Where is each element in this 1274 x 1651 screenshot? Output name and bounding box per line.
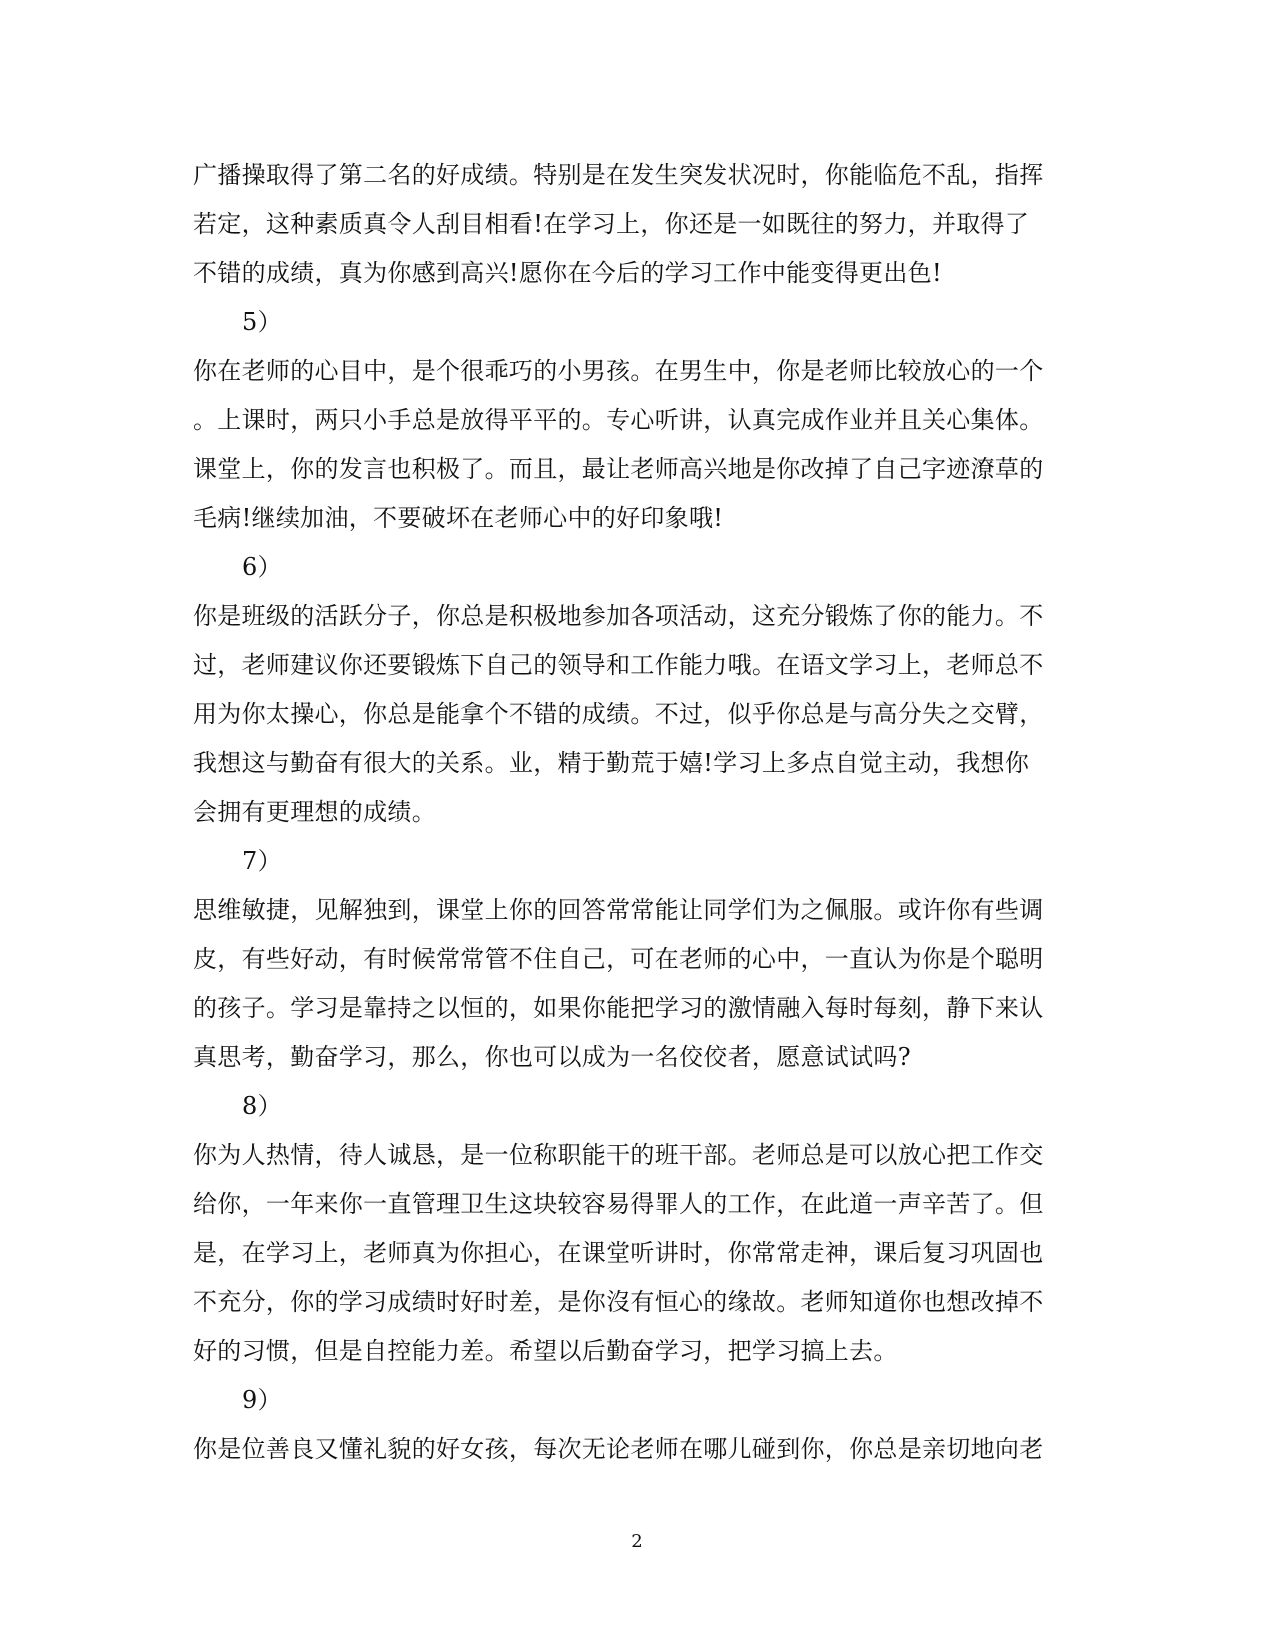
text-line: 你为人热情，待人诚恳，是一位称职能干的班干部。老师总是可以放心把工作交 — [193, 1141, 1044, 1169]
page-body-text — [193, 151, 1073, 1474]
text-line: 过，老师建议你还要锻炼下自己的领导和工作能力哦。在语文学习上，老师总不 — [193, 651, 1044, 679]
item-number: 5） — [242, 308, 282, 336]
text-line: 广播操取得了第二名的好成绩。特别是在发生突发状况时，你能临危不乱，指挥 — [193, 161, 1044, 189]
text-line: 的孩子。学习是靠持之以恒的，如果你能把学习的激情融入每时每刻，静下来认 — [193, 994, 1044, 1022]
text-line: 毛病!继续加油，不要破坏在老师心中的好印象哦! — [193, 504, 724, 532]
text-line: 不充分，你的学习成绩时好时差，是你沒有恒心的缘故。老师知道你也想改掉不 — [193, 1288, 1044, 1316]
text-line: 皮，有些好动，有时候常常管不住自己，可在老师的心中，一直认为你是个聪明 — [193, 945, 1044, 973]
page-number: 2 — [631, 1531, 643, 1552]
text-line: 用为你太操心，你总是能拿个不错的成绩。不过，似乎你总是与高分失之交臂， — [193, 700, 1044, 728]
text-line: 我想这与勤奋有很大的关系。业，精于勤荒于嬉!学习上多点自觉主动，我想你 — [193, 749, 1030, 777]
text-line: 你是班级的活跃分子，你总是积极地参加各项活动，这充分锻炼了你的能力。不 — [193, 602, 1044, 630]
text-line: 思维敏捷，见解独到，课堂上你的回答常常能让同学们为之佩服。或许你有些调 — [193, 896, 1044, 924]
text-line: 给你，一年来你一直管理卫生这块较容易得罪人的工作，在此道一声辛苦了。但 — [193, 1190, 1044, 1218]
text-line: 好的习惯，但是自控能力差。希望以后勤奋学习，把学习搞上去。 — [193, 1337, 898, 1365]
text-line: 真思考，勤奋学习，那么，你也可以成为一名佼佼者，愿意试试吗? — [193, 1043, 911, 1071]
text-line: 。上课时，两只小手总是放得平平的。专心听讲，认真完成作业并且关心集体。 — [193, 406, 1044, 434]
text-line: 是，在学习上，老师真为你担心，在课堂听讲时，你常常走神，课后复习巩固也 — [193, 1239, 1044, 1267]
item-number: 7） — [242, 847, 282, 875]
item-number: 8） — [242, 1092, 282, 1120]
text-line: 课堂上，你的发言也积极了。而且，最让老师高兴地是你改掉了自己字迹潦草的 — [193, 455, 1044, 483]
text-line: 你在老师的心目中，是个很乖巧的小男孩。在男生中，你是老师比较放心的一个 — [193, 357, 1044, 385]
item-number: 9） — [242, 1386, 282, 1414]
item-number: 6） — [242, 553, 282, 581]
text-line: 你是位善良又懂礼貌的好女孩，每次无论老师在哪儿碰到你，你总是亲切地向老 — [193, 1435, 1044, 1463]
text-line: 不错的成绩，真为你感到高兴!愿你在今后的学习工作中能变得更出色! — [193, 259, 942, 287]
text-line: 若定，这种素质真令人刮目相看!在学习上，你还是一如既往的努力，并取得了 — [193, 210, 1030, 238]
text-line: 会拥有更理想的成绩。 — [193, 798, 436, 826]
